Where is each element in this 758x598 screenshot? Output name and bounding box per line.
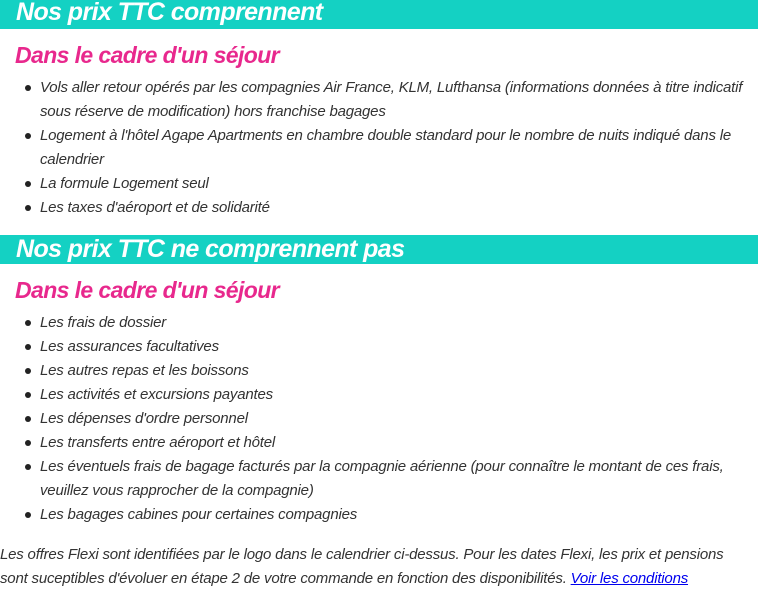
conditions-link[interactable]: Voir les conditions — [570, 570, 689, 587]
included-subtitle: Dans le cadre d'un séjour — [15, 42, 279, 68]
list-item: Les frais de dossier — [40, 311, 750, 335]
list-item: Les transferts entre aéroport et hôtel — [40, 431, 750, 455]
list-item: Les assurances facultatives — [40, 335, 750, 359]
excluded-title: Nos prix TTC ne comprennent pas — [0, 235, 758, 264]
flexi-note — [0, 543, 758, 591]
list-item: Les éventuels frais de bagage facturés par la compagnie aérienne (pour connaître le montant de ces frais, veuillez vous rapprocher de la compagnie) — [40, 455, 750, 503]
included-list — [0, 76, 758, 220]
list-item: Les taxes d'aéroport et de solidarité — [40, 196, 750, 220]
list-item: Vols aller retour opérés par les compagnies Air France, KLM, Lufthansa (informations données à titre indicatif sous réserve de modification) hors franchise bagages — [40, 76, 750, 124]
included-title: Nos prix TTC comprennent — [0, 0, 758, 29]
excluded-section — [0, 235, 758, 527]
list-item: La formule Logement seul — [40, 172, 750, 196]
excluded-subtitle: Dans le cadre d'un séjour — [15, 277, 279, 303]
included-section — [0, 0, 758, 220]
list-item: Logement à l'hôtel Agape Apartments en chambre double standard pour le nombre de nuits indiqué dans le calendrier — [40, 124, 750, 172]
list-item: Les dépenses d'ordre personnel — [40, 407, 750, 431]
list-item: Les bagages cabines pour certaines compagnies — [40, 503, 750, 527]
list-item: Les activités et excursions payantes — [40, 383, 750, 407]
excluded-list — [0, 311, 758, 527]
flexi-note-text: Les offres Flexi sont identifiées par le logo dans le calendrier ci-dessus. Pour les dates Flexi, les prix et pensions sont suceptibles d'évoluer en étape 2 de votre commande en fonction des disponibilités. — [0, 546, 724, 587]
list-item: Les autres repas et les boissons — [40, 359, 750, 383]
